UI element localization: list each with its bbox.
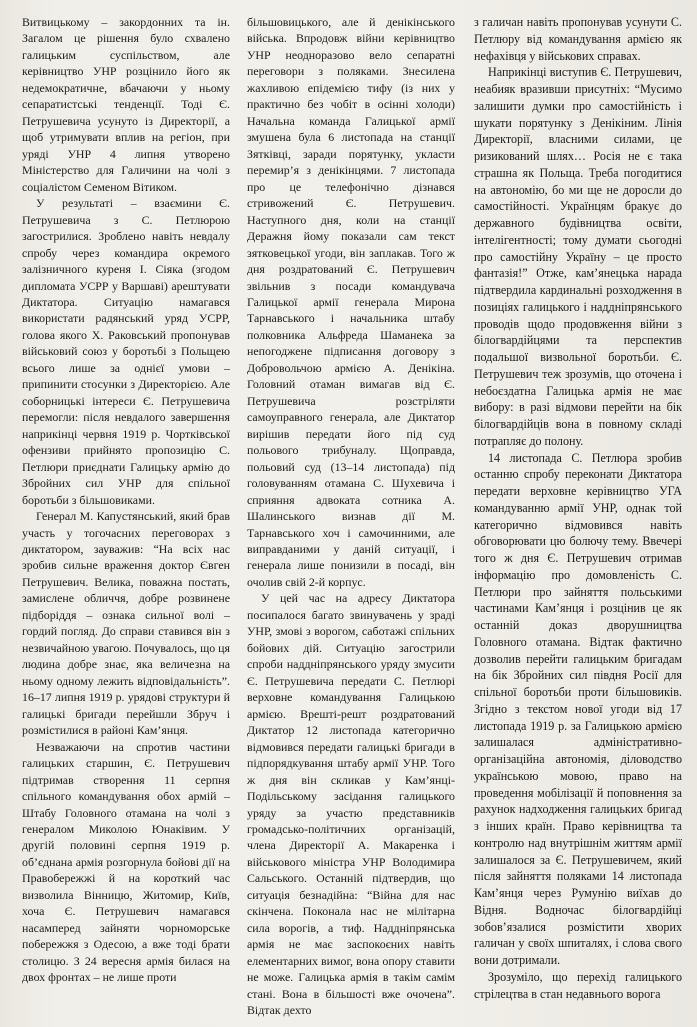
paragraph: з галичан навіть пропонував усунути С. Петлюру від командування армією як нефахівця у військових справах. — [474, 15, 682, 63]
paragraph: Наприкінці виступив Є. Петрушевич, неабияк вразивши присутніх: “Мусимо залишити думки про самостійність і шукати порятунку з Денікіним. Лінія Директорії, власними силами, це ризикований шлях… Росія не є така страшна як Польща. Треба погодитися на автономію, бо ми ще не доросли до самостійності. Українцям бракує до державного будівництва освіти, інтелігентності; тому думати сьогодні про самостійну Україну – це просто фантазія!” Отже, кам’янецька нарада підтвердила кардинальні розходження в позиціях галицького і наддніпрянського проводів щодо продовження війни з білогвардійцями та перспектив подальшої визвольної боротьби. Є. Петрушевич теж зрозумів, що оточена і небоєздатна Галицька армія не має вибору: в разі відмови перейти на бік білогвардійців вона в повному складі потрапляє до полону. — [474, 65, 682, 448]
paragraph: Генерал М. Капустянський, який брав участь у тогочасних переговорах з диктатором, зауважив: “На всіх нас зробив сильне враження доктор Євген Петрушевич. Велика, поважна постать, замислене обличчя, добре розвинене підборіддя – ознака сильної волі – гордий погляд. До справи ставився він з незвичайною увагою. Почувалось, що ця людина добре знає, яка величезна на ньому одному лежить відповідальність”. 16–17 липня 1919 р. урядові структури й галицькі бригади перейшли Збруч і розмістилися в районі Кам’янця. — [22, 509, 230, 738]
paragraph: Незважаючи на спротив частини галицьких старшин, Є. Петрушевич підтримав створення 11 серпня спільного командування обох армій – Штабу Головного отамана на чолі з генералом Миколою Юнаківим. У другій половині серпня 1919 р. об’єднана армія розгорнула бойові дії на Правобережжі й на короткий час визволила Вінницю, Житомир, Київ, хоча Є. Петрушевич намагався насамперед зайняти чорноморське побережжя з Одесою, а вже тоді брати столицю. З 24 вересня армія билася на двох фронтах – не лише проти — [22, 739, 230, 985]
paragraph: У результаті – взаємини Є. Петрушевича з С. Петлюрою загострилися. Зроблено навіть невдалу спробу через командира окремого залізничного куреня І. Сіяка (згодом дипломата УСРР у Варшаві) арештувати Диктатора. Ситуацію намагався використати радянський уряд УСРР, голова якого Х. Раковський пропонував військовий союз у боротьбі з Польщею всього лише за однієї умови – припинити стосунки з Директорією. Але соборницькі інтереси Є. Петрушевича перемогли: після невдалого завершення наприкінці червня 1919 р. Чортківської офензиви прийнято пропозицію С. Петлюри приєднати Галицьку армію до Збройних сил УНР для спільної боротьби з більшовиками. — [22, 196, 230, 507]
paragraph: Зрозуміло, що перехід галицького стрілецтва в стан недавнього ворога — [474, 969, 682, 1001]
text-column-1 — [22, 14, 230, 986]
text-column-2 — [247, 14, 455, 1019]
paragraph: У цей час на адресу Диктатора посипалося багато звинувачень у зраді УНР, змові з ворогом, саботажі спільних бойових дій. Ситуацію загострили спроби наддніпрянського уряду змусити Є. Петрушевича передати С. Петлюрі верховне командування Галицькою армією. Врешті-решт роздратований Диктатор 12 листопада категорично відмовився передати галицькі бригади в підпорядкування штабу армії УНР. Того ж дня він скликав у Кам’янці-Подільському засідання галицького уряду за участю представників громадсько-політичних організацій, члена Директорії А. Макаренка і військового міністра УНР Володимира Сальського. Останній підтвердив, що ситуація безнадійна: “Війна для нас скінчена. Поконала нас не мілітарна сила ворогів, а тиф. Наддніпрянська армія не має заспокоєних навіть елементарних вимог, вона опору ставити не може. Галицька армія в такім самім стані. Вона в більшості вже очочена”. Відтак дехто — [247, 591, 455, 1018]
text-column-3 — [474, 14, 682, 1002]
paragraph: Витвицькому – закордонних та ін. Загалом це рішення було схвалено галицьким суспільством, але керівництво УНР розцінило його як недемократичне, вбачаючи у ньому сепаратистські тенденції. Тоді Є. Петрушевича усунуто із Директорії, а щоб утримувати вплив на регіон, при уряді УНР 4 липня утворено Міністерство для Галичини на чолі з соціалістом Семеном Вітиком. — [22, 15, 230, 194]
paragraph: більшовицького, але й денікінського війська. Впродовж війни керівництво УНР неодноразово вело сепаратні переговори з поляками. Знесилена жахливою епідемією тифу (із них у практично без чобіт в осінні холоди) Начальна команда Галицької армії змушена була 6 листопада на станції Зятківці, заради порятунку, укласти перемир’я з денікінцями. 7 листопада про це телефонічно дізнався стривожений Є. Петрушевич. Наступного дня, коли на станції Деражня йому показали сам текст зятковецької угоди, він заплакав. Того ж дня роздратований Є. Петрушевич звільнив з посади командувача Галицької армії генерала Мирона Тарнавського і начальника штабу полковника Альфреда Шаманека за непогоджене підписання договору з Добровольчою армією А. Денікіна. Головний отаман вимагав від Є. Петрушевича розстріляти самоуправного генерала, але Диктатор вирішив передати його під суд польового трибуналу. Щоправда, польовий суд (13–14 листопада) під головуванням отамана С. Шухевича і сприяння адвоката сотника А. Шалинського визнав дії М. Тарнавського хоч і самочинними, але виправданими у даній ситуації, і генерала лише понизили в посаді, він очолив свій 2-й корпус. — [247, 15, 455, 589]
paragraph: 14 листопада С. Петлюра зробив останню спробу переконати Диктатора передати верховне керівництво УГА командуванню армії УНР, однак той категорично відмовився навіть обговорювати цю болючу тему. Ввечері того ж дня Є. Петрушевич отримав інформацію про домовленість С. Петлюри про зайняття польськими частинами Кам’янця і розцінив це як останній доказ дворушництва Головного отамана. Відтак фактично дозволив перейти галицьким бригадам на бік Збройних сил півдня Росії для спільної боротьби проти більшовиків. Згідно з текстом нової угоди від 17 листопада 1919 р. за Галицькою армією залишалася адміністративно-організаційна автономія, діловодство українською мовою, право на проведення мобілізації й поповнення за рахунок надходження галицьких бригад з інших країн. Право керівництва та контролю над внутрішнім життям армії залишалося за Є. Петрушевичем, який після зайняття поляками 14 листопада Кам’янця через Румунію виїхав до Відня. Водночас білогвардійці зобов’язалися розмістити хворих галичан у своїх шпиталях, і слова свого вони дотримали. — [474, 450, 682, 967]
